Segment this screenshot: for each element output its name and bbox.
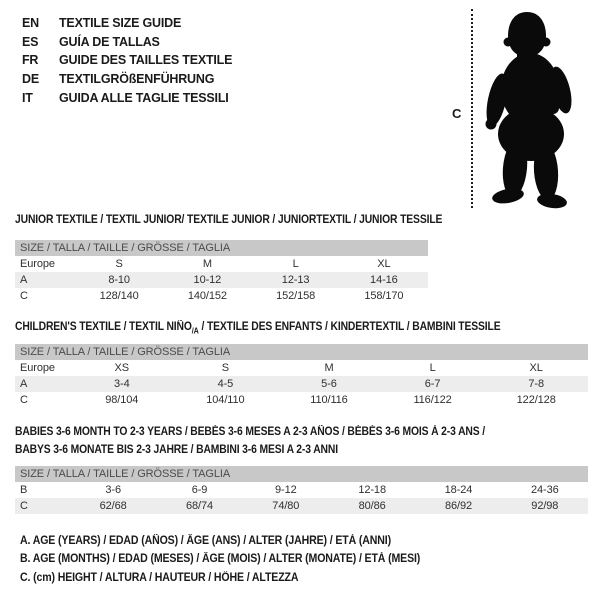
baby-silhouette <box>482 8 597 210</box>
cell: 10-12 <box>163 272 251 288</box>
size-header-bar <box>15 344 588 360</box>
row-label: B <box>20 484 28 496</box>
legend-notes <box>20 535 455 590</box>
size-header-bar <box>15 240 428 256</box>
size-column: M <box>202 258 212 270</box>
size-column: XL <box>377 258 391 270</box>
lang-code: EN <box>22 16 39 31</box>
size-column: L <box>429 362 436 374</box>
size-header-label: SIZE / TALLA / TAILLE / GRÖSSE / TAGLIA <box>15 344 588 360</box>
size-column: S <box>221 362 230 374</box>
lang-code: FR <box>22 53 39 68</box>
lang-code: IT <box>22 90 33 105</box>
cell: 18-24 <box>444 484 473 496</box>
row-label: C <box>15 498 70 514</box>
row-label: C <box>20 290 28 302</box>
cell: 92/98 <box>502 498 588 514</box>
cell: 98/104 <box>105 394 139 406</box>
babies-size-table <box>15 466 588 514</box>
babies-section-title <box>15 424 485 459</box>
lang-row-fr <box>22 51 232 70</box>
table-row <box>15 272 428 288</box>
cell: 74/80 <box>243 498 329 514</box>
cell: 12-13 <box>252 272 340 288</box>
cell: 62/68 <box>70 498 156 514</box>
cell: 6-7 <box>381 376 485 392</box>
size-header-bar <box>15 466 588 482</box>
table-row <box>15 392 588 408</box>
lang-title: TEXTILGRÖßENFÜHRUNG <box>59 72 215 87</box>
cell: 128/140 <box>99 290 139 302</box>
children-section-title <box>15 321 500 335</box>
column-header-row <box>15 256 428 272</box>
size-header-label: SIZE / TALLA / TAILLE / GRÖSSE / TAGLIA <box>15 240 428 256</box>
row-label: A <box>15 376 70 392</box>
height-measure-label: C <box>452 106 462 121</box>
cell: 8-10 <box>75 272 163 288</box>
table-row <box>15 482 588 498</box>
cell: 110/116 <box>310 394 348 406</box>
cell: 140/152 <box>187 290 227 302</box>
cell: 24-36 <box>531 484 559 496</box>
region-label: Europe <box>20 258 55 270</box>
cell: 7-8 <box>484 376 588 392</box>
junior-section-title: JUNIOR TEXTILE / TEXTIL JUNIOR/ TEXTILE JUNIOR / JUNIORTEXTIL / JUNIOR TESSILE <box>15 214 443 226</box>
cell: 122/128 <box>516 394 556 406</box>
cell: 3-4 <box>70 376 174 392</box>
lang-code: ES <box>22 34 39 49</box>
row-label: A <box>15 272 75 288</box>
junior-size-table <box>15 240 428 304</box>
cell: 152/158 <box>276 290 316 302</box>
height-measure-line <box>471 9 473 208</box>
title-subscript: /A <box>191 326 199 336</box>
cell: 68/74 <box>156 498 242 514</box>
babies-title-line1: BABIES 3-6 MONTH TO 2-3 YEARS / BEBÉS 3-6 MESES A 2-3 AÑOS / BÉBÉS 3-6 MOIS À 2-3 ANS / <box>15 426 486 438</box>
cell: 14-16 <box>340 272 428 288</box>
row-label: C <box>20 394 28 406</box>
lang-row-it <box>22 88 232 107</box>
region-label: Europe <box>20 362 55 374</box>
lang-title: TEXTILE SIZE GUIDE <box>59 16 182 31</box>
lang-title: GUIDA ALLE TAGLIE TESSILI <box>59 90 229 105</box>
title-text: / TEXTILE DES ENFANTS / KINDERTEXTIL / BAMBINI TESSILE <box>198 321 501 333</box>
lang-row-en <box>22 14 232 33</box>
table-row <box>15 498 588 514</box>
note-age-months: B. AGE (MONTHS) / EDAD (MESES) / ÂGE (MOIS) / ALTER (MONATE) / ETÀ (MESI) <box>20 553 421 566</box>
table-row <box>15 376 588 392</box>
cell: 3-6 <box>105 484 121 496</box>
size-column: M <box>324 362 334 374</box>
babies-title-line2: BABYS 3-6 MONATE BIS 2-3 JAHRE / BAMBINI 3-6 MESI A 2-3 ANNI <box>15 443 338 456</box>
size-column: L <box>292 258 299 270</box>
cell: 6-9 <box>191 484 208 496</box>
cell: 158/170 <box>364 290 404 302</box>
size-header-label: SIZE / TALLA / TAILLE / GRÖSSE / TAGLIA <box>15 466 588 482</box>
note-height: C. (cm) HEIGHT / ALTURA / HAUTEUR / HÖHE / ALTEZZA <box>20 571 299 584</box>
cell: 86/92 <box>415 498 501 514</box>
lang-code: DE <box>22 72 39 87</box>
column-header-row <box>15 360 588 376</box>
lang-row-de <box>22 70 232 89</box>
table-row <box>15 288 428 304</box>
cell: 9-12 <box>275 484 297 496</box>
size-column: XS <box>114 362 130 374</box>
lang-title: GUIDE DES TAILLES TEXTILE <box>59 53 233 68</box>
cell: 104/110 <box>206 394 245 406</box>
cell: 12-18 <box>358 484 386 496</box>
size-column: S <box>115 258 123 270</box>
lang-title: GUÍA DE TALLAS <box>59 34 160 49</box>
lang-row-es <box>22 33 232 52</box>
children-size-table <box>15 344 588 408</box>
cell: 4-5 <box>174 376 278 392</box>
language-title-list <box>22 14 232 107</box>
cell: 80/86 <box>329 498 415 514</box>
cell: 116/122 <box>413 394 452 406</box>
cell: 5-6 <box>277 376 381 392</box>
size-column: XL <box>529 362 543 374</box>
title-text: CHILDREN'S TEXTILE / TEXTIL NIÑO <box>15 321 192 333</box>
note-age-years: A. AGE (YEARS) / EDAD (AÑOS) / ÂGE (ANS) / ALTER (JAHRE) / ETÀ (ANNI) <box>20 535 391 547</box>
